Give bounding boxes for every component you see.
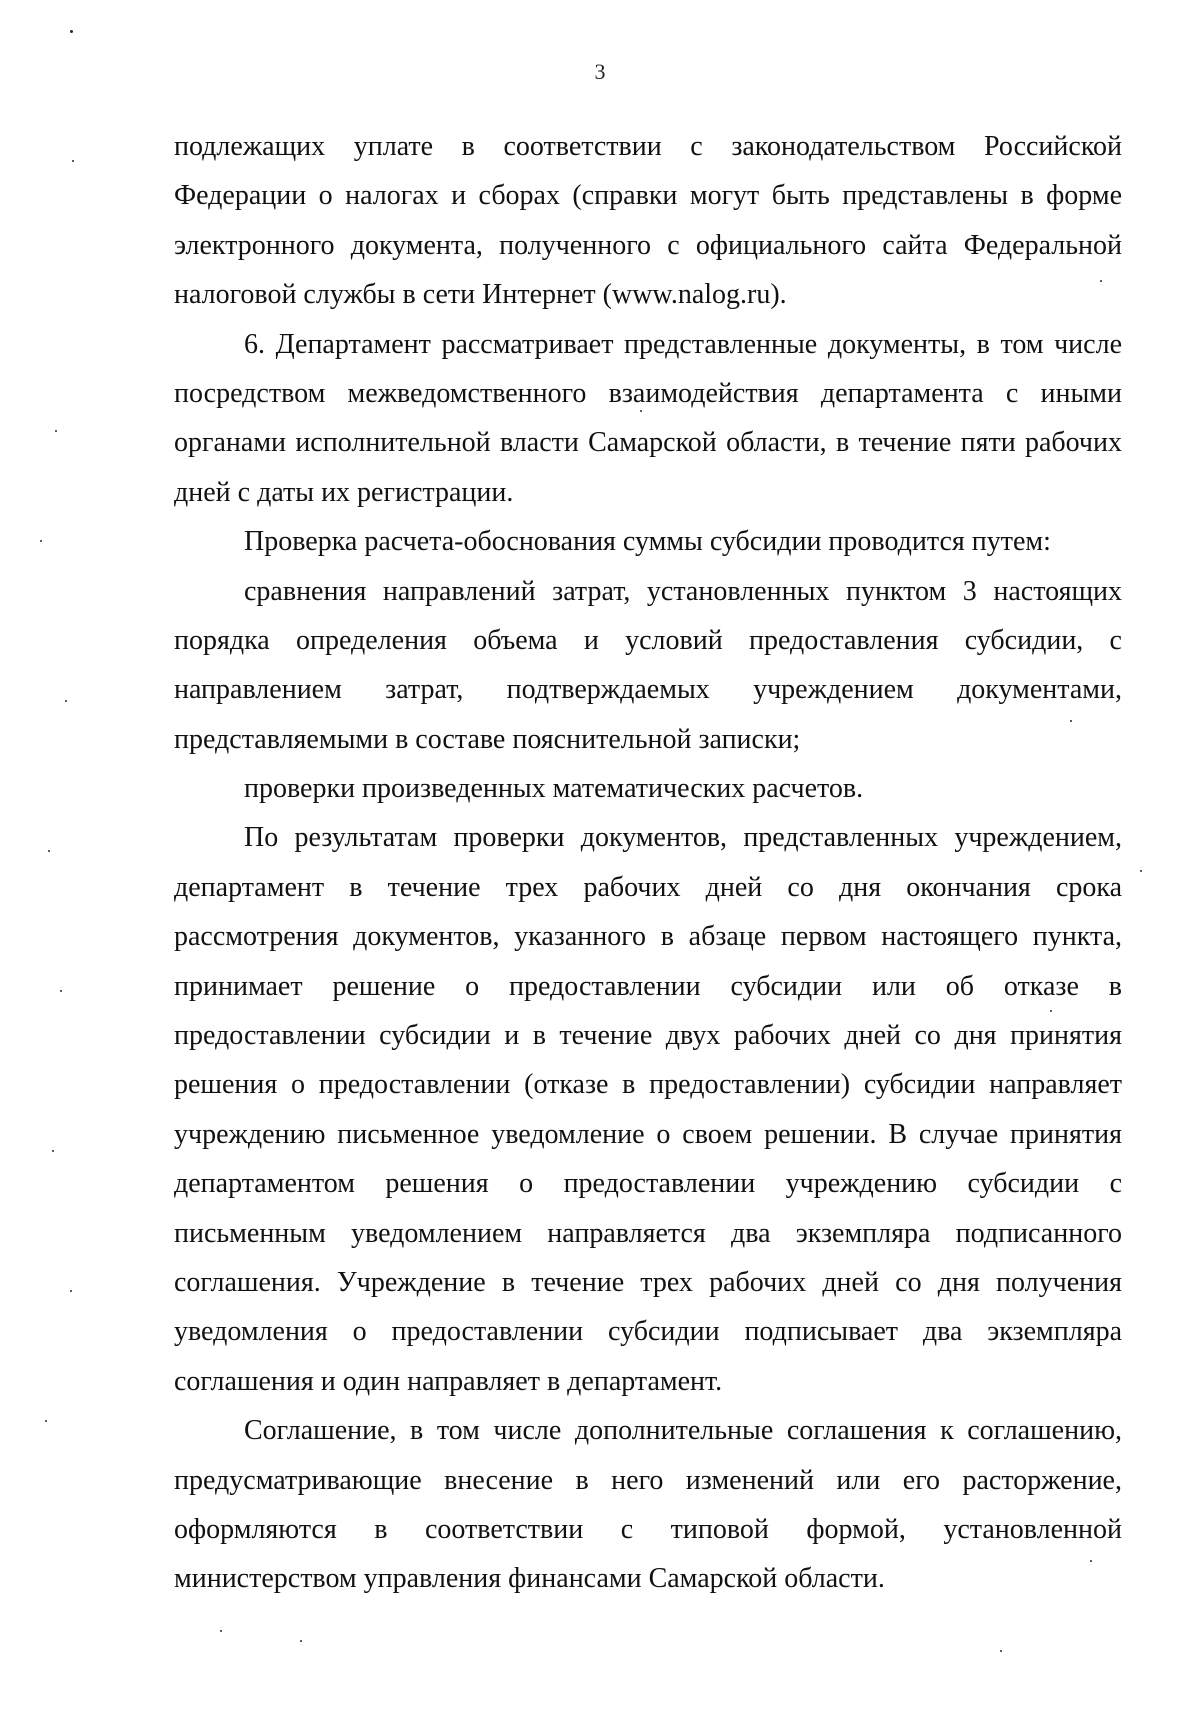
- text-line: соглашения. Учреждение в течение трех рабочих дней со дня получения: [174, 1266, 1122, 1298]
- text-line: рассмотрения документов, указанного в абзаце первом настоящего пункта,: [174, 921, 1122, 953]
- text-line: департамент в течение трех рабочих дней со дня окончания срока: [174, 871, 1122, 903]
- text-line: посредством межведомственного взаимодействия департамента с иными: [174, 377, 1122, 409]
- text-line: учреждению письменное уведомление о своем решении. В случае принятия: [174, 1118, 1122, 1150]
- text-line: дней с даты их регистрации.: [174, 476, 514, 508]
- text-line: оформляются в соответствии с типовой формой, установленной: [174, 1513, 1122, 1545]
- text-line: налоговой службы в сети Интернет (www.nalog.ru).: [174, 279, 787, 311]
- scan-speck: [55, 430, 57, 432]
- text-line: органами исполнительной власти Самарской области, в течение пяти рабочих: [174, 427, 1122, 459]
- scan-speck: [45, 1420, 47, 1422]
- text-line: электронного документа, полученного с официального сайта Федеральной: [174, 229, 1122, 261]
- text-line: 6. Департамент рассматривает представленные документы, в том числе: [244, 328, 1122, 360]
- scan-speck: [70, 30, 73, 33]
- text-line: письменным уведомлением направляется два экземпляра подписанного: [174, 1217, 1122, 1249]
- scan-speck: [60, 990, 62, 992]
- text-line: предусматривающие внесение в него изменений или его расторжение,: [174, 1464, 1122, 1496]
- text-line: порядка определения объема и условий предоставления субсидии, с: [174, 624, 1122, 656]
- text-line: департаментом решения о предоставлении учреждению субсидии с: [174, 1168, 1122, 1200]
- text-line: направлением затрат, подтверждаемых учреждением документами,: [174, 674, 1122, 706]
- scan-speck: [52, 1150, 54, 1152]
- text-line: соглашения и один направляет в департамент.: [174, 1365, 723, 1397]
- text-line: министерством управления финансами Самарской области.: [174, 1563, 885, 1595]
- text-line: По результатам проверки документов, представленных учреждением,: [244, 822, 1122, 854]
- text-line: проверки произведенных математических расчетов.: [244, 773, 864, 805]
- text-line: Проверка расчета-обоснования суммы субсидии проводится путем:: [244, 526, 1051, 558]
- text-line: предоставлении субсидии и в течение двух рабочих дней со дня принятия: [174, 1020, 1122, 1052]
- scan-speck: [48, 850, 50, 852]
- text-line: подлежащих уплате в соответствии с законодательством Российской: [174, 131, 1122, 162]
- scan-speck: [65, 700, 67, 702]
- scan-speck: [1140, 870, 1142, 872]
- body-text: [174, 127, 1122, 1609]
- text-line: решения о предоставлении (отказе в предоставлении) субсидии направляет: [174, 1069, 1122, 1101]
- text-line: уведомления о предоставлении субсидии подписывает два экземпляра: [174, 1316, 1122, 1348]
- text-line: принимает решение о предоставлении субсидии или об отказе в: [174, 970, 1122, 1002]
- scan-speck: [70, 1290, 72, 1292]
- page-number: 3: [594, 59, 606, 84]
- text-line: сравнения направлений затрат, установленных пунктом 3 настоящих: [244, 575, 1122, 607]
- scan-speck: [220, 1630, 222, 1632]
- text-line: Соглашение, в том числе дополнительные соглашения к соглашению,: [244, 1415, 1122, 1447]
- text-line: представляемыми в составе пояснительной записки;: [174, 723, 801, 755]
- scan-speck: [40, 540, 42, 542]
- scan-speck: [72, 160, 74, 162]
- scan-speck: [1000, 1650, 1002, 1652]
- text-line: Федерации о налогах и сборах (справки могут быть представлены в форме: [174, 180, 1122, 212]
- scan-speck: [300, 1640, 302, 1642]
